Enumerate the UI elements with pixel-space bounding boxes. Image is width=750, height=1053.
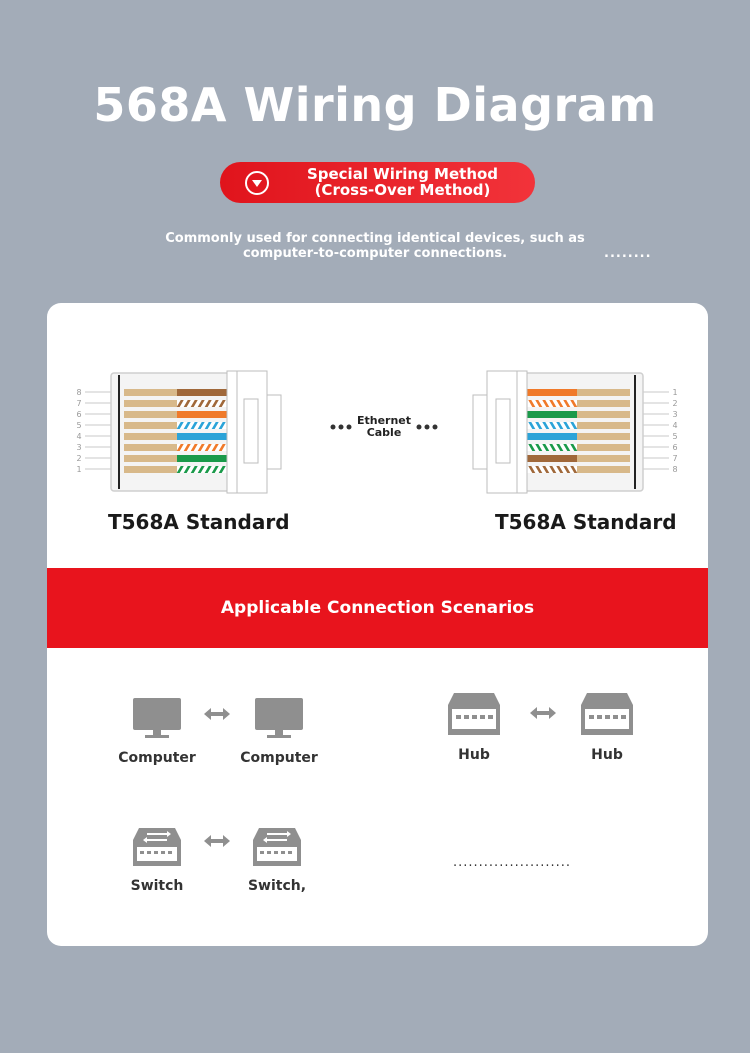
pin-number: 6 xyxy=(672,443,678,452)
wire-jacket xyxy=(575,400,630,407)
pin-number: 6 xyxy=(76,410,82,419)
wire-jacket xyxy=(124,444,179,451)
pin-number: 7 xyxy=(76,399,82,408)
switch-icon xyxy=(131,826,183,868)
ethernet-cable-label xyxy=(329,415,439,439)
wire-jacket xyxy=(124,455,179,462)
description xyxy=(150,231,600,261)
wire-conductor xyxy=(527,455,577,462)
scenario-label: Switch xyxy=(130,878,184,894)
more-scenarios-dots: ....................... xyxy=(453,855,572,870)
wire-jacket xyxy=(124,466,179,473)
wire-conductor xyxy=(527,389,577,396)
wire-conductor xyxy=(177,411,227,418)
pin-number: 2 xyxy=(672,399,678,408)
left-rj45-connector xyxy=(69,365,284,500)
scenarios-band: Applicable Connection Scenarios xyxy=(47,568,708,648)
wire-conductor xyxy=(527,433,577,440)
wiring-method-label: Special Wiring Method xyxy=(306,165,499,183)
pin-number: 3 xyxy=(76,443,82,452)
diagram-card xyxy=(47,303,708,946)
right-pin-numbers xyxy=(672,388,677,474)
wire-jacket xyxy=(124,411,179,418)
scenario-switch-left xyxy=(102,826,212,894)
pin-number: 4 xyxy=(76,432,82,441)
monitor-icon xyxy=(253,696,305,740)
wire-jacket xyxy=(124,389,179,396)
pin-number: 5 xyxy=(672,432,678,441)
pin-number: 4 xyxy=(672,421,678,430)
page-title: 568A Wiring Diagram xyxy=(93,78,657,132)
pin-number: 8 xyxy=(76,388,82,397)
cable-label-line-2: Cable xyxy=(366,426,402,439)
pin-number: 7 xyxy=(672,454,678,463)
wire-conductor xyxy=(177,433,227,440)
wire-conductor xyxy=(527,411,577,418)
scenario-hub-left xyxy=(419,691,529,763)
scenario-label: Hub xyxy=(458,747,490,763)
pin-number: 5 xyxy=(76,421,82,430)
wiring-method-sublabel: (Cross-Over Method) xyxy=(314,181,491,199)
pin-number: 8 xyxy=(672,465,678,474)
cable-dots-icon xyxy=(329,421,439,433)
description-line-2: computer-to-computer connections. xyxy=(242,246,508,261)
wire-jacket xyxy=(575,389,630,396)
wire-conductor xyxy=(177,389,227,396)
right-rj45-connector xyxy=(470,365,685,500)
scenario-label: Computer xyxy=(118,750,196,766)
wire-conductor xyxy=(177,455,227,462)
wire-jacket xyxy=(575,422,630,429)
pin-number: 1 xyxy=(672,388,678,397)
chevron-down-circle-icon xyxy=(245,171,269,195)
scenario-hub-right xyxy=(552,691,662,763)
wire-jacket xyxy=(124,433,179,440)
wire-jacket xyxy=(575,433,630,440)
right-standard-label: T568A Standard xyxy=(495,510,677,534)
left-standard-label: T568A Standard xyxy=(108,510,290,534)
wire-jacket xyxy=(575,444,630,451)
description-dots: ........ xyxy=(604,246,652,261)
scenario-label: Hub xyxy=(591,747,623,763)
pin-number: 2 xyxy=(76,454,82,463)
scenario-label: Computer xyxy=(240,750,318,766)
scenario-switch-right xyxy=(222,826,332,894)
wire-jacket xyxy=(575,466,630,473)
wiring-method-badge xyxy=(220,162,535,203)
pin-number: 1 xyxy=(76,465,82,474)
wire-jacket xyxy=(124,400,179,407)
scenario-computer-left xyxy=(102,696,212,766)
switch-icon xyxy=(251,826,303,868)
scenario-label: Switch, xyxy=(247,878,307,894)
left-pin-numbers xyxy=(76,388,81,474)
pin-number: 3 xyxy=(672,410,678,419)
hub-icon xyxy=(579,691,635,737)
cable-label-line-1: Ethernet xyxy=(356,414,412,427)
hub-icon xyxy=(446,691,502,737)
wire-jacket xyxy=(575,455,630,462)
description-line-1: Commonly used for connecting identical devices, such as xyxy=(165,231,585,246)
monitor-icon xyxy=(131,696,183,740)
scenario-computer-right xyxy=(224,696,334,766)
wire-jacket xyxy=(575,411,630,418)
wire-jacket xyxy=(124,422,179,429)
